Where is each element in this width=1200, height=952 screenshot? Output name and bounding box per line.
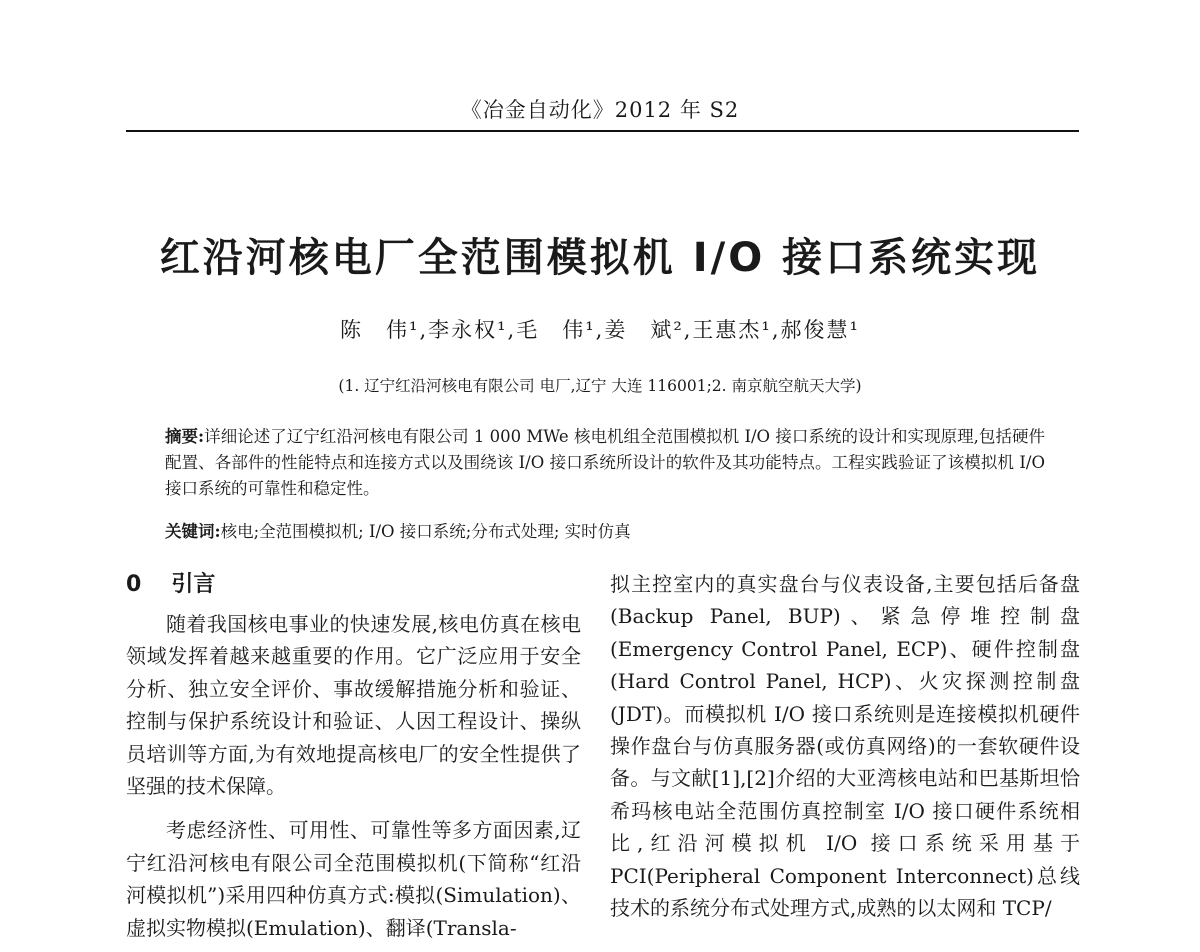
affiliation: (1. 辽宁红沿河核电有限公司 电厂,辽宁 大连 116001;2. 南京航空航天大学) xyxy=(338,377,862,395)
keywords-label: 关键词: xyxy=(165,522,221,541)
keywords xyxy=(165,519,1045,545)
keywords-text: 核电;全范围模拟机; I/O 接口系统;分布式处理; 实时仿真 xyxy=(220,522,631,541)
abstract-text: 详细论述了辽宁红沿河核电有限公司 1 000 MWe 核电机组全范围模拟机 I/O 接口系统的设计和实现原理,包括硬件配置、各部件的性能特点和连接方式以及围绕该 I/O 接口系统所设计的软件及其功能特点。工程实践验证了该模拟机 I/O 接口系统的可靠性和稳定性。 xyxy=(165,427,1045,498)
section-heading xyxy=(126,567,215,598)
author-list: 陈 伟¹,李永权¹,毛 伟¹,姜 斌²,王惠杰¹,郝俊慧¹ xyxy=(340,318,860,342)
abstract-label: 摘要: xyxy=(165,427,205,446)
section-title: 引言 xyxy=(171,572,216,597)
paragraph: 随着我国核电事业的快速发展,核电仿真在核电领域发挥着越来越重要的作用。它广泛应用于安全分析、独立安全评价、事故缓解措施分析和验证、控制与保护系统设计和验证、人因工程设计、操纵员培训等方面,为有效地提高核电厂的安全性提供了坚强的技术保障。 xyxy=(126,612,581,799)
paragraph: 考虑经济性、可用性、可靠性等多方面因素,辽宁红沿河核电有限公司全范围模拟机(下简称“红沿河模拟机”)采用四种仿真方式:模拟(Simulation)、虚拟实物模拟(Emulation)、翻译(Transla- xyxy=(126,818,581,940)
paper-title: 红沿河核电厂全范围模拟机 I/O 接口系统实现 xyxy=(159,235,1041,281)
body-column-right xyxy=(610,568,1080,924)
paragraph: 拟主控室内的真实盘台与仪表设备,主要包括后备盘(Backup Panel, BUP)、紧急停堆控制盘(Emergency Control Panel, ECP)、硬件控制盘(Hard Control Panel, HCP)、火灾探测控制盘(JDT)。而模拟机 I/O 接口系统则是连接模拟机硬件操作盘台与仿真服务器(或仿真网络)的一套软硬件设备。与文献[1],[2]介绍的大亚湾核电站和巴基斯坦恰希玛核电站全范围仿真控制室 I/O 接口硬件系统相比,红沿河模拟机 I/O 接口系统采用基于 PCI(Peripheral Component Interconnect)总线技术的系统分布式处理方式,成熟的以太网和 TCP/ xyxy=(610,572,1080,921)
abstract xyxy=(165,424,1045,502)
section-number: 0 xyxy=(126,572,142,597)
header-rule xyxy=(126,130,1079,132)
body-column-left xyxy=(126,608,581,944)
journal-running-header: 《冶金自动化》2012 年 S2 xyxy=(460,98,740,122)
